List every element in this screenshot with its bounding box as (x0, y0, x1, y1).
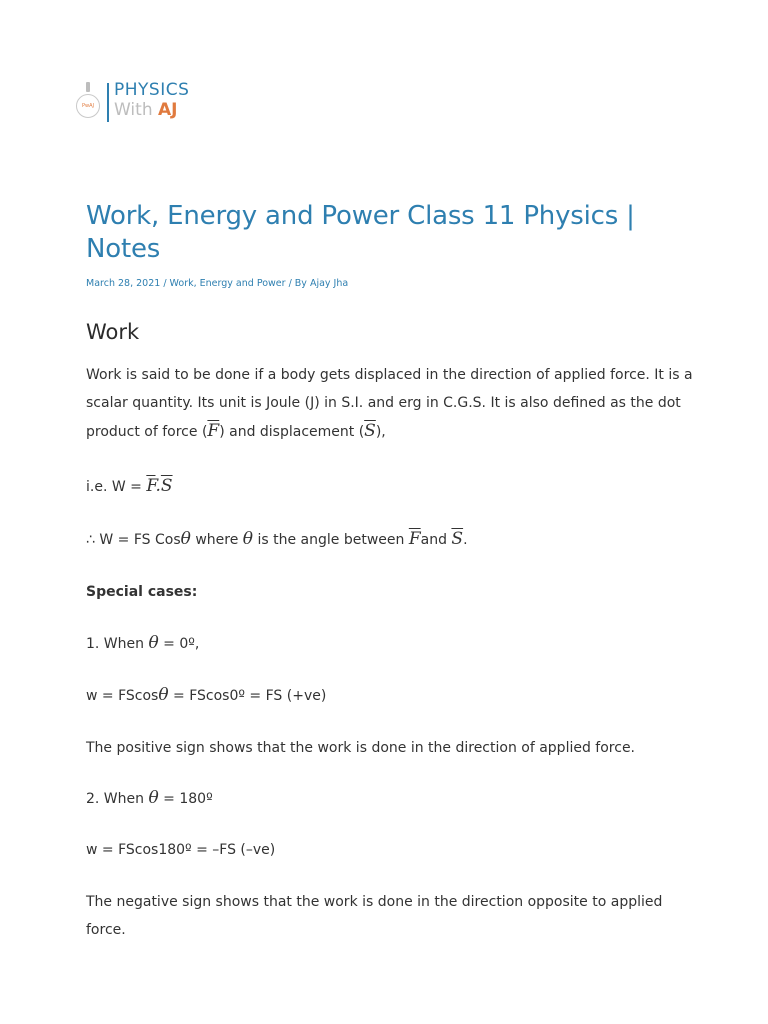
logo-badge-icon (76, 94, 100, 118)
displacement-symbol: $\overline{S}$ (451, 529, 464, 549)
therefore-line (86, 525, 696, 554)
theta-symbol: θ (180, 529, 191, 549)
case1-text-a: 1. When (86, 636, 149, 652)
therefore-icon: ∴ (86, 532, 95, 548)
ie-formula (86, 472, 696, 501)
case1-eq-b: = FScos0º = FS (+ve) (168, 688, 327, 704)
logo-text-with: With (114, 100, 153, 120)
intro-text-a: Work is said to be done if a body gets displaced in the direction of applied force. It is a scalar quantity. Its unit is Joule (J) in S.I. and erg in C.G.S. It is also defined as the dot product of force ( (86, 367, 693, 440)
therefore-text-d: and (420, 532, 452, 548)
theta-symbol: θ (158, 685, 169, 705)
logo-pin-icon (86, 82, 90, 92)
case1-text-b: = 0º, (158, 636, 200, 652)
case1-explanation: The positive sign shows that the work is done in the direction of applied force. (86, 740, 636, 756)
logo-divider (107, 83, 109, 122)
therefore-text-b: where (190, 532, 243, 548)
therefore-text-c: is the angle between (253, 532, 409, 548)
theta-symbol: θ (148, 633, 159, 653)
case1-eq-a: w = FScos (86, 688, 159, 704)
case2-text-b: = 180º (158, 791, 213, 807)
intro-paragraph (86, 361, 696, 446)
ie-prefix: i.e. W = (86, 479, 147, 495)
intro-text-b: ) and displacement ( (219, 424, 365, 440)
formula-S: $\overline{S}$ (160, 476, 173, 496)
force-symbol: $\overline{F}$ (408, 529, 421, 549)
displacement-symbol: $\overline{S}$ (364, 421, 376, 441)
site-logo[interactable] (76, 78, 236, 126)
case2-equation: w = FScos180º = –FS (–ve) (86, 842, 276, 858)
formula-F: $\overline{F}$ (146, 476, 156, 496)
article (86, 200, 696, 944)
case1-equation (86, 681, 696, 710)
case2-condition (86, 784, 696, 813)
theta-symbol: θ (148, 788, 159, 808)
page-title: Work, Energy and Power Class 11 Physics | Notes (86, 201, 635, 264)
post-category-link[interactable]: Work, Energy and Power (169, 278, 286, 289)
theta-symbol: θ (242, 529, 254, 549)
logo-text-aj: AJ (158, 100, 178, 120)
therefore-text-e: . (463, 532, 468, 548)
intro-text-c: ), (375, 424, 386, 440)
meta-separator: / (160, 278, 170, 289)
post-meta (86, 278, 696, 289)
logo-text-with-aj (114, 100, 178, 120)
logo-badge-text: PwAJ (82, 103, 94, 109)
case1-condition (86, 629, 696, 658)
case2-explanation: The negative sign shows that the work is done in the direction opposite to applied force. (86, 894, 663, 938)
meta-separator-by: / By (285, 278, 310, 289)
post-author-link[interactable]: Ajay Jha (309, 278, 349, 289)
post-date-link[interactable]: March 28, 2021 (86, 278, 161, 289)
therefore-text-a: W = FS Cos (94, 532, 181, 548)
section-heading-work: Work (86, 320, 140, 344)
force-symbol: $\overline{F}$ (207, 421, 220, 441)
special-cases-heading: Special cases: (86, 584, 198, 600)
case2-text-a: 2. When (86, 791, 149, 807)
logo-text-physics: PHYSICS (114, 80, 190, 100)
formula-dot: . (155, 476, 161, 496)
